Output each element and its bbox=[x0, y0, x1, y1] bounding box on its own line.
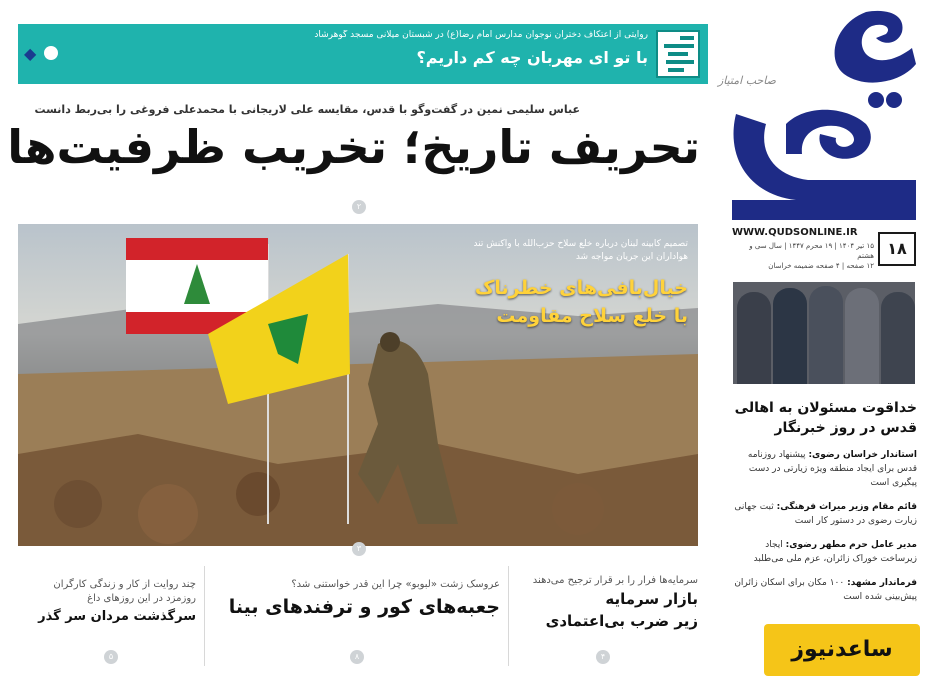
sidebar-item[interactable] bbox=[733, 448, 917, 490]
sidebar-item-lead: فرماندار مشهد: bbox=[847, 578, 917, 588]
site-url[interactable]: WWW.QUDSONLINE.IR bbox=[732, 227, 858, 238]
sidebar-item-lead: قائم مقام وزیر میراث فرهنگی: bbox=[776, 502, 917, 512]
story-kicker: چند روایت از کار و زندگی کارگران روزمزد در این روزهای داغ bbox=[53, 579, 196, 604]
sidebar-item-text: ۱۰۰ مکان برای اسکان زائران پیش‌بینی شده است bbox=[734, 578, 917, 602]
story-item[interactable] bbox=[210, 578, 500, 622]
story-headline: بازار سرمایه bbox=[605, 590, 698, 608]
sidebar-item-lead: مدیر عامل حرم مطهر رضوی: bbox=[785, 540, 917, 550]
circle-icon bbox=[44, 46, 58, 60]
quds-logo-icon bbox=[716, 4, 921, 226]
page-number-badge: ۵ bbox=[104, 650, 118, 664]
photo-illustration bbox=[18, 224, 698, 546]
story-kicker: سرمایه‌ها فرار را بر قرار ترجیح می‌دهند bbox=[532, 575, 698, 586]
chevron-icon: ◆ bbox=[24, 44, 37, 63]
masthead-logo bbox=[716, 4, 921, 226]
lead-headline[interactable]: تحریف تاریخ؛ تخریب ظرفیت‌ها bbox=[7, 120, 700, 174]
story-kicker: عروسک زشت «لبوبو» چرا این قدر خواستنی شد؟ bbox=[291, 579, 500, 590]
banner-pattern-icon bbox=[656, 30, 700, 78]
page-number-badge: ۴ bbox=[596, 650, 610, 664]
photo-headline-line: با خلع سلاح مقاومت bbox=[496, 305, 688, 327]
sidebar-item-text: پیشنهاد روزنامه قدس برای ایجاد منطقه ویژه زیارتی در دست پیگیری است bbox=[747, 450, 917, 488]
top-banner[interactable] bbox=[18, 24, 708, 84]
column-divider bbox=[204, 566, 205, 666]
sidebar-item-lead: استاندار خراسان رضوی: bbox=[808, 450, 917, 460]
photo-kicker: تصمیم کابینه لبنان درباره خلع سلاح حزب‌الله با واکنش تند هواداران این جریان مواجه شد bbox=[473, 239, 688, 262]
story-item[interactable] bbox=[24, 578, 196, 628]
sidebar-item[interactable] bbox=[733, 500, 917, 528]
story-headline: زیر ضرب بی‌اعتمادی bbox=[545, 612, 698, 630]
sidebar-item[interactable] bbox=[733, 576, 917, 604]
photo-headline[interactable] bbox=[448, 274, 688, 330]
story-item[interactable] bbox=[512, 574, 698, 632]
issue-meta-line: ۱۵ تیر ۱۴۰۴ | ۱۹ محرم ۱۴۴۷ | سال سی و هشتم bbox=[749, 242, 874, 260]
page-number-badge: ۲ bbox=[352, 200, 366, 214]
story-headline: سرگذشت مردان سر گذر bbox=[38, 609, 196, 624]
photo-story[interactable] bbox=[18, 224, 698, 546]
issue-meta bbox=[732, 241, 874, 271]
page-number-badge: ۳ bbox=[352, 542, 366, 556]
banner-kicker: روایتی از اعتکاف دختران نوجوان مدارس امام رضا(ع) در شبستان میلانی مسجد گوهرشاد bbox=[314, 30, 648, 40]
issue-number: ۱۸ bbox=[878, 232, 916, 266]
sidebar-item[interactable] bbox=[733, 538, 917, 566]
svg-text:صاحب امتیاز: صاحب امتیاز bbox=[717, 74, 776, 87]
banner-title[interactable]: با تو ای مهربان چه کم داریم؟ bbox=[416, 48, 648, 67]
watermark-logo: ساعدنیوز bbox=[764, 624, 920, 676]
column-divider bbox=[508, 566, 509, 666]
issue-meta-line: ۱۲ صفحه | ۴ صفحه ضمیمه خراسان bbox=[768, 262, 874, 270]
sidebar-item-text: ایجاد زیرساخت خوراک زائران، عزم ملی می‌طلبد bbox=[753, 540, 917, 564]
sidebar-headline[interactable]: خداقوت مسئولان به اهالی قدس در روز خبرنگار bbox=[734, 400, 917, 436]
story-headline: جعبه‌های کور و ترفندهای بینا bbox=[228, 596, 500, 618]
sidebar-item-text: ثبت جهانی زیارت رضوی در دستور کار است bbox=[734, 502, 917, 526]
lead-kicker: عباس سلیمی نمین در گفت‌وگو با قدس، مقایسه علی لاریجانی با محمدعلی فروغی را بی‌ربط دانست bbox=[34, 103, 580, 116]
officials-photo bbox=[733, 282, 915, 384]
photo-headline-line: خیال‌بافی‌های خطرناک bbox=[474, 277, 688, 299]
page-number-badge: ۸ bbox=[350, 650, 364, 664]
